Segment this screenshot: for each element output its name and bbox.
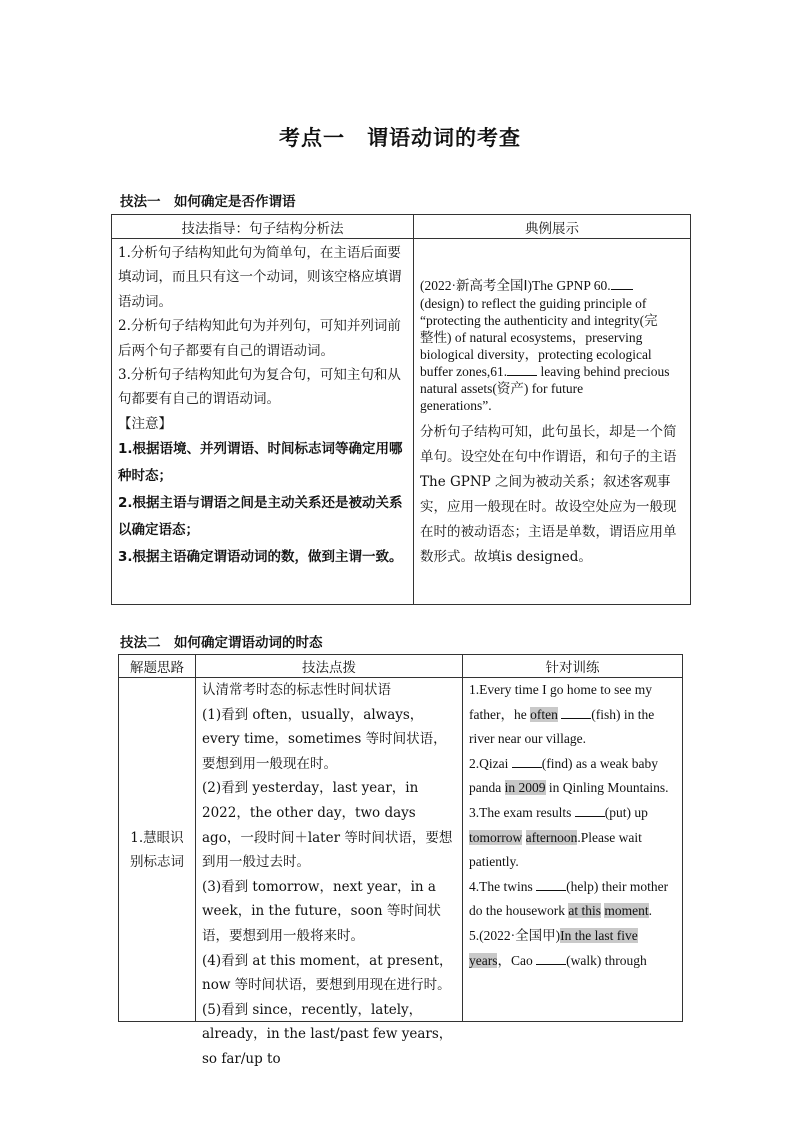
exercise-4: 4.The twins (help) their mother do the housework at this moment. [469,878,669,919]
exercise-5: 5.(2022·全国甲)In the last five years，Cao (walk) through [469,927,647,968]
exercises-cell [463,678,683,1022]
example-analysis: 分析句子结构可知，此句虽长，却是一个简单句。设空处在句中作谓语，和句子的主语 The GPNP 之间为被动关系；叙述客观事实，应用一般现在时。故设空处应为一般现在时的被动语态；主语是单数，谓语应用单数形式。故填is designed。 [420,424,677,565]
tips-intro: 认清常考时态的标志性时间状语 [202,682,391,698]
section2-heading: 技法二 如何确定谓语动词的时态 [120,635,323,651]
note-item-1: 1.根据语境、并列谓语、时间标志词等确定用哪种时态； [118,441,403,485]
header-exercises: 针对训练 [463,655,683,678]
guide-cell [112,239,414,605]
tips-item-1: (1)看到 often，usually，always，every time，sometimes 等时间状语，要想到用一般现在时。 [202,706,447,772]
page-title: 考点一 谓语动词的考查 [279,126,521,150]
tips-item-4: (4)看到 at this moment，at present，now 等时间状语，要想到用现在进行时。 [202,952,453,994]
header-example: 典例展示 [414,215,691,239]
approach-cell [119,678,196,1022]
note-item-2: 2.根据主语与谓语之间是主动关系还是被动关系以确定语态； [118,495,403,539]
header-approach: 解题思路 [119,655,196,678]
guide-item-3: 3.分析句子结构知此句为复合句，可知主句和从句都要有自己的谓语动词。 [118,367,401,408]
section2-table [118,654,683,1067]
section1-table [111,214,691,605]
section1-heading: 技法一 如何确定是否作谓语 [120,194,296,210]
guide-item-1: 1.分析句子结构知此句为简单句，在主语后面要填动词，而且只有这一个动词，则该空格应填谓语动词。 [118,245,402,310]
tips-item-5: (5)看到 since，recently，lately，already，in the last/past few years，so far/up to [202,1001,453,1067]
exercise-2: 2.Qizai (find) as a weak baby panda in 2009 in Qinling Mountains. [469,755,669,796]
tips-item-3: (3)看到 tomorrow，next year，in a week，in the future，soon 等时间状语，要想到用一般将来时。 [202,878,441,944]
example-cell [414,239,691,605]
guide-item-2: 2.分析句子结构知此句为并列句，可知并列词前后两个句子都要有自己的谓语动词。 [118,318,401,359]
tips-item-2: (2)看到 yesterday，last year，in 2022，the other day，two days ago，一段时间＋later 等时间状语，要想到用一般过去时。 [202,780,453,871]
blank-61 [507,363,537,376]
header-tips: 技法点拨 [196,655,463,678]
note-item-3: 3.根据主语确定谓语动词的数，做到主谓一致。 [118,549,403,566]
exercise-3: 3.The exam results (put) up tomorrow afternoon.Please wait patiently. [469,804,648,870]
blank-60 [611,277,633,290]
note-label: 【注意】 [118,415,172,432]
header-guide: 技法指导：句子结构分析法 [112,215,414,239]
exercise-1: 1.Every time I go home to see my father，he often (fish) in the river near our village. [469,682,655,747]
example-text: (2022·新高考全国Ⅰ)The GPNP 60. (design) to reflect the guiding principle of “protecting the authenticity and integrity(完 整性) of natural ecosystems，preserving biological diversity，protecting ecological buffer zones,61. leaving behind precious natural assets(资产) for future generations”. [420,278,670,413]
example-source: 新高考全国Ⅰ [456,278,528,294]
approach-text: 1.慧眼识别标志词 [130,829,184,870]
tips-cell [196,678,463,1067]
